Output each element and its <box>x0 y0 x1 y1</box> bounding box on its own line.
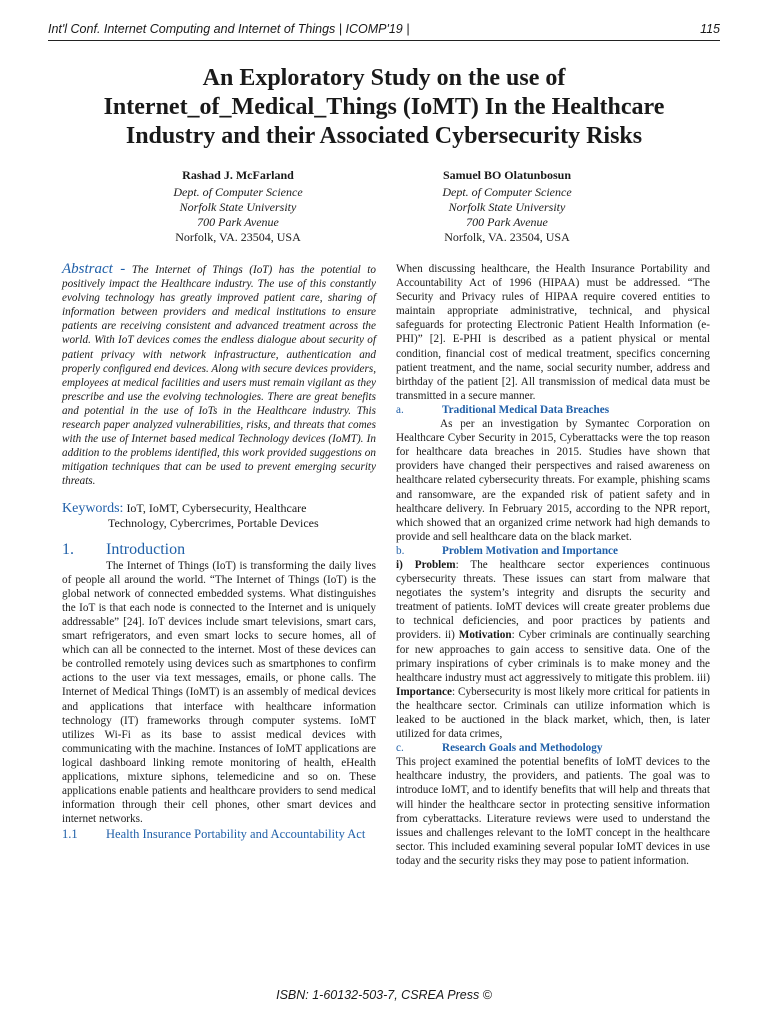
author-name: Rashad J. McFarland <box>182 168 294 182</box>
subsection-number: 1.1 <box>62 827 78 842</box>
subsection-title: Traditional Medical Data Breaches <box>442 403 610 416</box>
author-city: Norfolk, VA. 23504, USA <box>175 230 301 244</box>
section-b-paragraph <box>396 558 710 741</box>
author-university: Norfolk State University <box>448 200 566 214</box>
keywords-line-2: Technology, Cybercrimes, Portable Devices <box>108 515 319 530</box>
page-number: 115 <box>700 22 720 36</box>
abstract-label: Abstract - <box>62 261 126 277</box>
author-block-2 <box>397 168 617 245</box>
left-column <box>62 262 376 842</box>
right-column <box>396 262 710 868</box>
abstract-text: The Internet of Things (IoT) has the potential to positively impact the Healthcare industry. The use of this constantly evolving technology has greatly improved patient care, sharing of information between providers and medical institutions to ensure patients are receiving consistent and advanced treatment across the world. With IoT devices comes the endless dialogue about security of patient privacy with network infrastructure, authentication and properly configured end devices. Along with secure devices providers, employees at medical facilities and users must remain vigilant as they prescribe and use the evolving technologies. There are great benefits and potential in the use of IoTs in the Healthcare industry. This research paper analyzed vulnerabilities, risks, and threats that comes with the use of Internet based medical Technology devices (IoMT). In addition to the problems identified, this work provided suggestions on mitigation techniques that can be used to prevent emerging security threats. <box>62 264 377 488</box>
section-number: 1. <box>62 540 74 558</box>
author-name: Samuel BO Olatunbosun <box>442 168 572 182</box>
author-address: 700 Park Avenue <box>197 215 279 229</box>
author-dept: Dept. of Computer Science <box>442 185 572 199</box>
subsection-title: Research Goals and Methodology <box>442 742 603 755</box>
page-footer: ISBN: 1-60132-503-7, CSREA Press © <box>276 988 492 1002</box>
keywords-line-1: IoT, IoMT, Cybersecurity, Healthcare <box>126 500 307 515</box>
author-university: Norfolk State University <box>179 200 297 214</box>
importance-text: : Cybersecurity is most likely more critical for patients in the healthcare sector. Criminals can utilize information which is leaked to be auctioned in the black market, which, then, is later utilized for data crimes, <box>396 685 710 741</box>
keywords <box>62 501 376 531</box>
abstract <box>62 262 376 489</box>
motivation-label: Motivation <box>458 629 512 642</box>
section-a-paragraph: As per an investigation by Symantec Corporation on Healthcare Cyber Security in 2015, Cyberattacks were the top reason for healthcare data breaches in 2015. Studies have shown that providers have changed their perspectives and raised awareness on healthcare related cybersecurity threats. For example, phishing scams and ransomware, are the expanded risk of patient safety and in healthcare delivery. In February 2015, according to the NPR report, which showed that an organized crime network had high demands to provide and sell healthcare data on the black market. <box>396 418 710 543</box>
introduction-paragraph: The Internet of Things (IoT) is transforming the daily lives of people all around the world. “The Internet of Things (IoT) is the global network of connected embedded systems. What distinguishes the IoT is that each node is connected to the Internet and is uniquely addressable” [24]. IoT devices include smart televisions, smart cars, smart refrigerators, and even smart locks to secure homes, all of which can all be connected to the internet. Most of these devices can be controlled remotely using devices such as smartphones to confirm actions to the user via text messages, emails, or phone calls. The Internet of Medical Things (IoMT) is an assembly of medical devices and applications that interface with healthcare information technology (IT) frameworks through computer systems. IoMT utilizes Wi-Fi as its base to assist medical devices with communicating with the machine. Instances of IoMT applications are logical dashboard linking remote monitoring of health, eHealth applications, mixture siphons, telemedicine and so on. These applications enable patients and healthcare providers to send medical information through their cell phones, other smart devices and internet networks. <box>62 559 376 826</box>
paper-title: An Exploratory Study on the use of Internet_of_Medical_Things (IoMT) In the Healthcare Industry and their Associated Cybersecurity Risks <box>103 65 665 149</box>
subsection-letter: a. <box>396 403 404 416</box>
keywords-label: Keywords: <box>62 500 124 516</box>
author-city: Norfolk, VA. 23504, USA <box>444 230 570 244</box>
running-header <box>48 20 720 41</box>
author-dept: Dept. of Computer Science <box>173 185 303 199</box>
conference-name: Int'l Conf. Internet Computing and Internet of Things | ICOMP'19 | <box>48 22 410 36</box>
subsection-heading-b <box>396 544 710 558</box>
subsection-letter: b. <box>396 544 405 557</box>
hipaa-paragraph: When discussing healthcare, the Health Insurance Portability and Accountability Act of 1996 (HIPAA) must be addressed. “The Security and Privacy rules of HIPAA require covered entities to maintain appropriate administrative, technical, and physical safeguards for protecting Electronic Patient Health Information (e-PHI)” [2]. E-PHI is described as a patient physical or mental condition, financial cost of medical treatment, specifics concerning patient treatment, and the name, social security number, address and birthday of the patient [2]. All transmission of medical data must be transmitted in a secure manner. <box>396 263 710 402</box>
subsection-title: Problem Motivation and Importance <box>442 544 618 557</box>
author-block-1 <box>128 168 348 245</box>
author-address: 700 Park Avenue <box>466 215 548 229</box>
section-heading-introduction <box>62 540 376 558</box>
subsection-title: Health Insurance Portability and Accountability Act <box>106 827 366 842</box>
problem-text: : The healthcare sector experiences continuous cybersecurity threats. These issues can start from malware that negotiates the system’s integrity and disrupts the security and treatment of patients. IoMT devices will create greater problems due to technical deficiencies, and poor practices by patients and providers. ii) <box>396 558 710 642</box>
importance-label: Importance <box>396 685 452 698</box>
subsection-heading-1-1 <box>62 826 376 842</box>
motivation-text: : Cyber criminals are continually searching for new approaches to gain access to sensitive data. One of the primary inspirations of cyber criminals is to make money and the healthcare industry must act aggressively to mitigate this problem. iii) <box>396 629 710 684</box>
subsection-letter: c. <box>396 742 404 755</box>
problem-label: i) Problem <box>396 558 456 571</box>
subsection-heading-c <box>396 741 710 755</box>
section-c-paragraph: This project examined the potential benefits of IoMT devices to the healthcare industry, the providers, and patients. The goal was to introduce IoMT, and to identify benefits that will help and threats that will hinder the healthcare sector in protecting sensitive information from cyberattacks. Literature reviews were used to understand the issues and challenges relevant to the IoMT concept in the healthcare sector. This included examining several popular IoMT devices in use today and the security risks they may pose to patient information. <box>396 756 710 867</box>
section-title: Introduction <box>106 540 186 558</box>
subsection-heading-a <box>396 403 710 417</box>
